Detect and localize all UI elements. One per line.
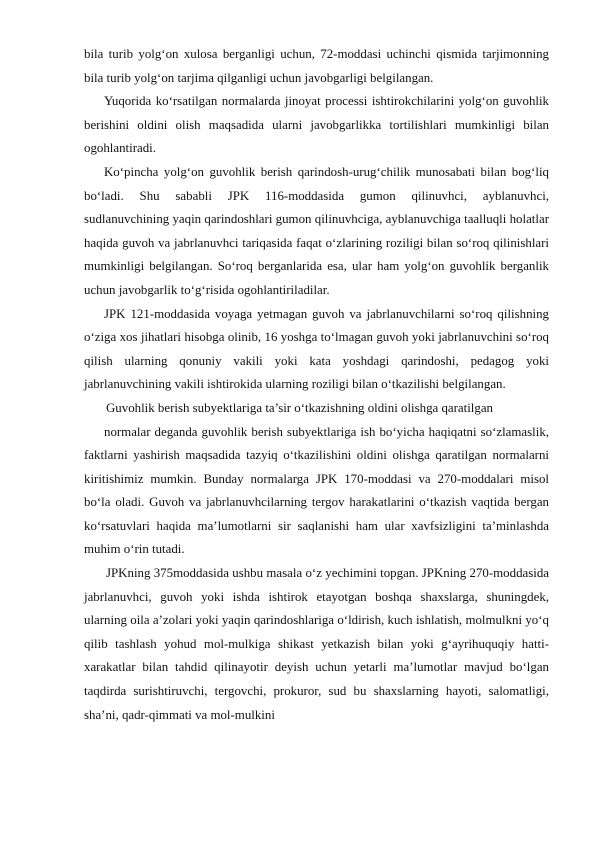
paragraph-6: normalar deganda guvohlik berish subyektlariga ish bo‘yicha haqiqatni so‘zlamaslik, faktlarni yashirish maqsadida tazyiq o‘tkazilishini oldini olishga qaratilgan normalarni kiritishimiz mumkin. Bunday normalarga JPK 170-moddasi va 270-moddalari misol bo‘la oladi. Guvoh va jabrlanuvhcilarning tergov harakatlarini o‘tkazish vaqtida bergan ko‘rsatuvlari haqida ma’lumotlarni sir saqlanishi ham ular xavfsizligini ta’minlashda muhim o‘rin tutadi. — [84, 424, 549, 557]
paragraph-2: Yuqorida ko‘rsatilgan normalarda jinoyat processi ishtirokchilarini yolg‘on guvohlik berishini oldini olish maqsadida ularni javobgarlikka tortilishlari mumkinligi bilan ogohlantiradi. — [84, 94, 549, 156]
paragraph-3: Ko‘pincha yolg‘on guvohlik berish qarindosh-urug‘chilik munosabati bilan bog‘liq bo‘ladi. Shu sababli JPK 116-moddasida gumon qilinuvhci, ayblanuvhci, sudlanuvchining yaqin qarindoshlari gumon qilinuvhciga, ayblanuvchiga taalluqli holatlar haqida guvoh va jabrlanuvhci tariqasida faqat o‘zlarining roziligi bilan so‘roq qilinishlari mumkinligi belgilangan. So‘roq berganlarida esa, ular ham yolg‘on guvohlik berganlik uchun javobgarlik to‘g‘risida ogohlantiriladilar. — [84, 164, 549, 297]
paragraph-1: bila turib yolg‘on xulosa berganligi uchun, 72-moddasi uchinchi qismida tarjimonning bila turib yolg‘on tarjima qilganligi uchun javobgarligi belgilangan. — [84, 47, 549, 85]
paragraph-5: Guvohlik berish subyektlariga ta’sir o‘tkazishning oldini olishga qaratilgan — [106, 400, 494, 415]
document-page — [84, 43, 549, 727]
paragraph-7: JPKning 375moddasida ushbu masala o‘z yechimini topgan. JPKning 270-moddasida jabrlanuvhci, guvoh yoki ishda ishtirok etayotgan boshqa shaxslarga, shuningdek, ularning oila a’zolari yoki yaqin qarindoshlariga o‘ldirish, kuch ishlatish, molmulkni yo‘q qilib tashlash yohud mol-mulkiga shikast yetkazish bilan yoki g‘ayrihuquqiy hatti-xarakatlar bilan tahdid qilinayotir deyish uchun yetarli ma’lumotlar mavjud bo‘lgan taqdirda surishtiruvchi, tergovchi, prokuror, sud bu shaxslarning hayoti, salomatligi, sha’ni, qadr-qimmati va mol-mulkini — [84, 566, 549, 722]
paragraph-4: JPK 121-moddasida voyaga yetmagan guvoh va jabrlanuvchilarni so‘roq qilishning o‘ziga xos jihatlari hisobga olinib, 16 yoshga to‘lmagan guvoh yoki jabrlanuvchini so‘roq qilish ularning qonuniy vakili yoki kata yoshdagi qarindoshi, pedagog yoki jabrlanuvchining vakili ishtirokida ularning roziligi bilan o‘tkazilishi belgilangan. — [84, 306, 549, 392]
